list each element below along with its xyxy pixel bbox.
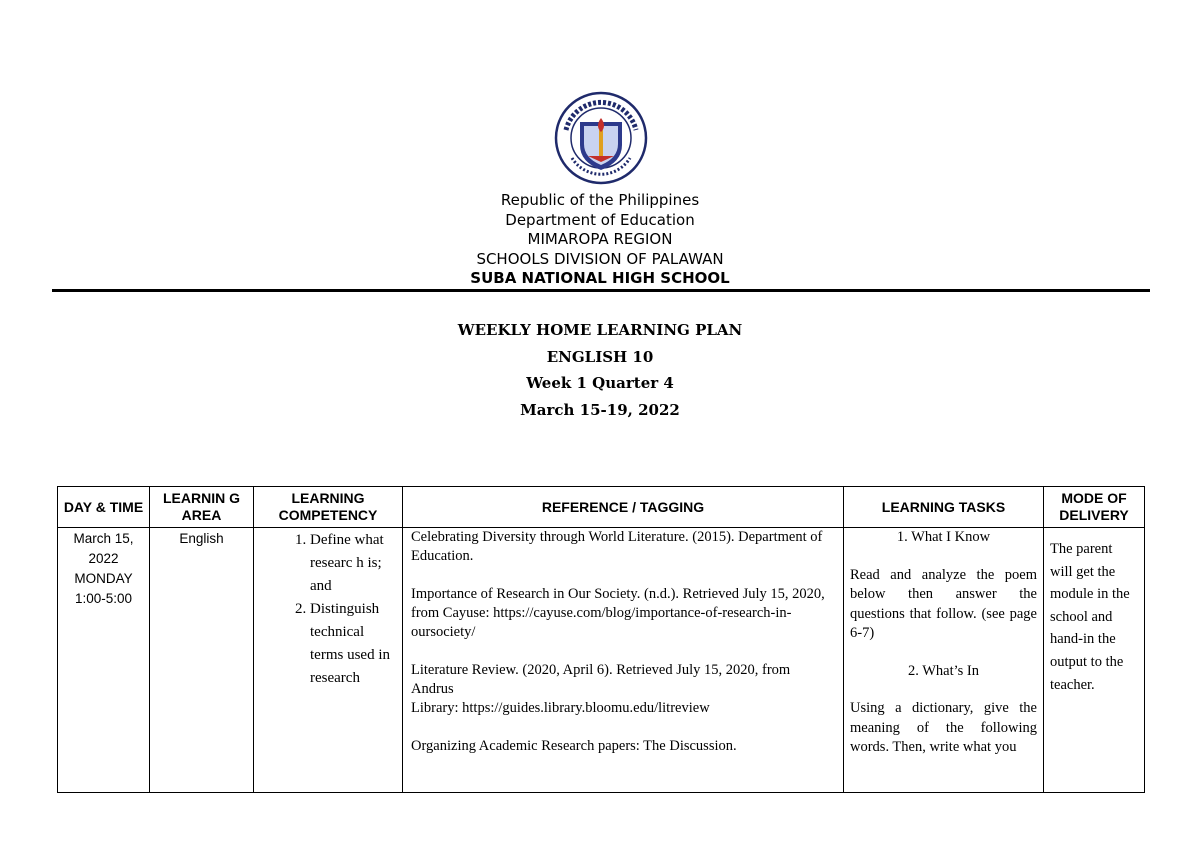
reference-entry: Celebrating Diversity through World Literature. (2015). Department of Education. (411, 529, 823, 564)
plan-subject: ENGLISH 10 (546, 347, 654, 366)
table-row (58, 528, 1145, 793)
header-learning-competency: LEARNING COMPETENCY (254, 487, 403, 528)
mode-text: The parent will get the module in the school and hand-in the output to the teacher. (1050, 541, 1130, 693)
cell-learning-tasks (844, 528, 1044, 793)
cell-competency (254, 528, 403, 793)
row-time: 1:00-5:00 (74, 591, 133, 606)
header-mode-of-delivery: MODE OF DELIVERY (1044, 487, 1145, 528)
task-heading: 1. What I Know (896, 529, 991, 545)
competency-list (254, 529, 402, 690)
table-header-row (58, 487, 1145, 528)
task-text: Read and analyze the poem below then answer the questions that follow. (see page 6-7) (850, 566, 1037, 641)
row-date: March 15, (73, 531, 134, 546)
region-line: MIMAROPA REGION (527, 230, 673, 248)
reference-entry: Organizing Academic Research papers: The Discussion. (411, 738, 737, 754)
reference-entry: Library: https://guides.library.bloomu.edu/litreview (411, 700, 710, 716)
learning-plan-table (57, 486, 1145, 793)
header-day-time: DAY & TIME (58, 487, 150, 528)
row-weekday: MONDAY (74, 571, 133, 586)
plan-dates: March 15-19, 2022 (520, 400, 680, 419)
competency-item: 2. Distinguish technical terms used in research (310, 598, 402, 690)
letterhead (0, 191, 1200, 289)
republic-line: Republic of the Philippines (500, 191, 700, 209)
cell-learning-area (150, 528, 254, 793)
plan-week: Week 1 Quarter 4 (526, 374, 674, 392)
division-line: SCHOOLS DIVISION OF PALAWAN (476, 249, 724, 268)
header-divider (52, 289, 1150, 292)
header-learning-area: LEARNIN G AREA (150, 487, 254, 528)
deped-seal-logo (550, 90, 652, 186)
cell-day-time (58, 528, 150, 793)
plan-title: WEEKLY HOME LEARNING PLAN (457, 321, 743, 339)
cell-mode-of-delivery (1044, 528, 1145, 793)
header-reference-tagging: REFERENCE / TAGGING (403, 487, 844, 528)
competency-item: 1. Define what researc h is; and (310, 529, 402, 598)
reference-entry: Literature Review. (2020, April 6). Retrieved July 15, 2020, from Andrus (411, 662, 791, 697)
school-name: SUBA NATIONAL HIGH SCHOOL (470, 269, 730, 287)
plan-title-block (0, 317, 1200, 423)
department-line: Department of Education (505, 210, 695, 229)
task-heading: 2. What’s In (907, 662, 979, 679)
header-learning-tasks: LEARNING TASKS (844, 487, 1044, 528)
row-area: English (179, 531, 224, 546)
cell-reference (403, 528, 844, 793)
reference-entry: Importance of Research in Our Society. (n.d.). Retrieved July 15, 2020, from Cayuse: https://cayuse.com/blog/importance-of-research-in-oursociety/ (411, 586, 825, 640)
task-text: Using a dictionary, give the meaning of the following words. Then, write what you (850, 700, 1037, 755)
row-year: 2022 (88, 551, 119, 566)
